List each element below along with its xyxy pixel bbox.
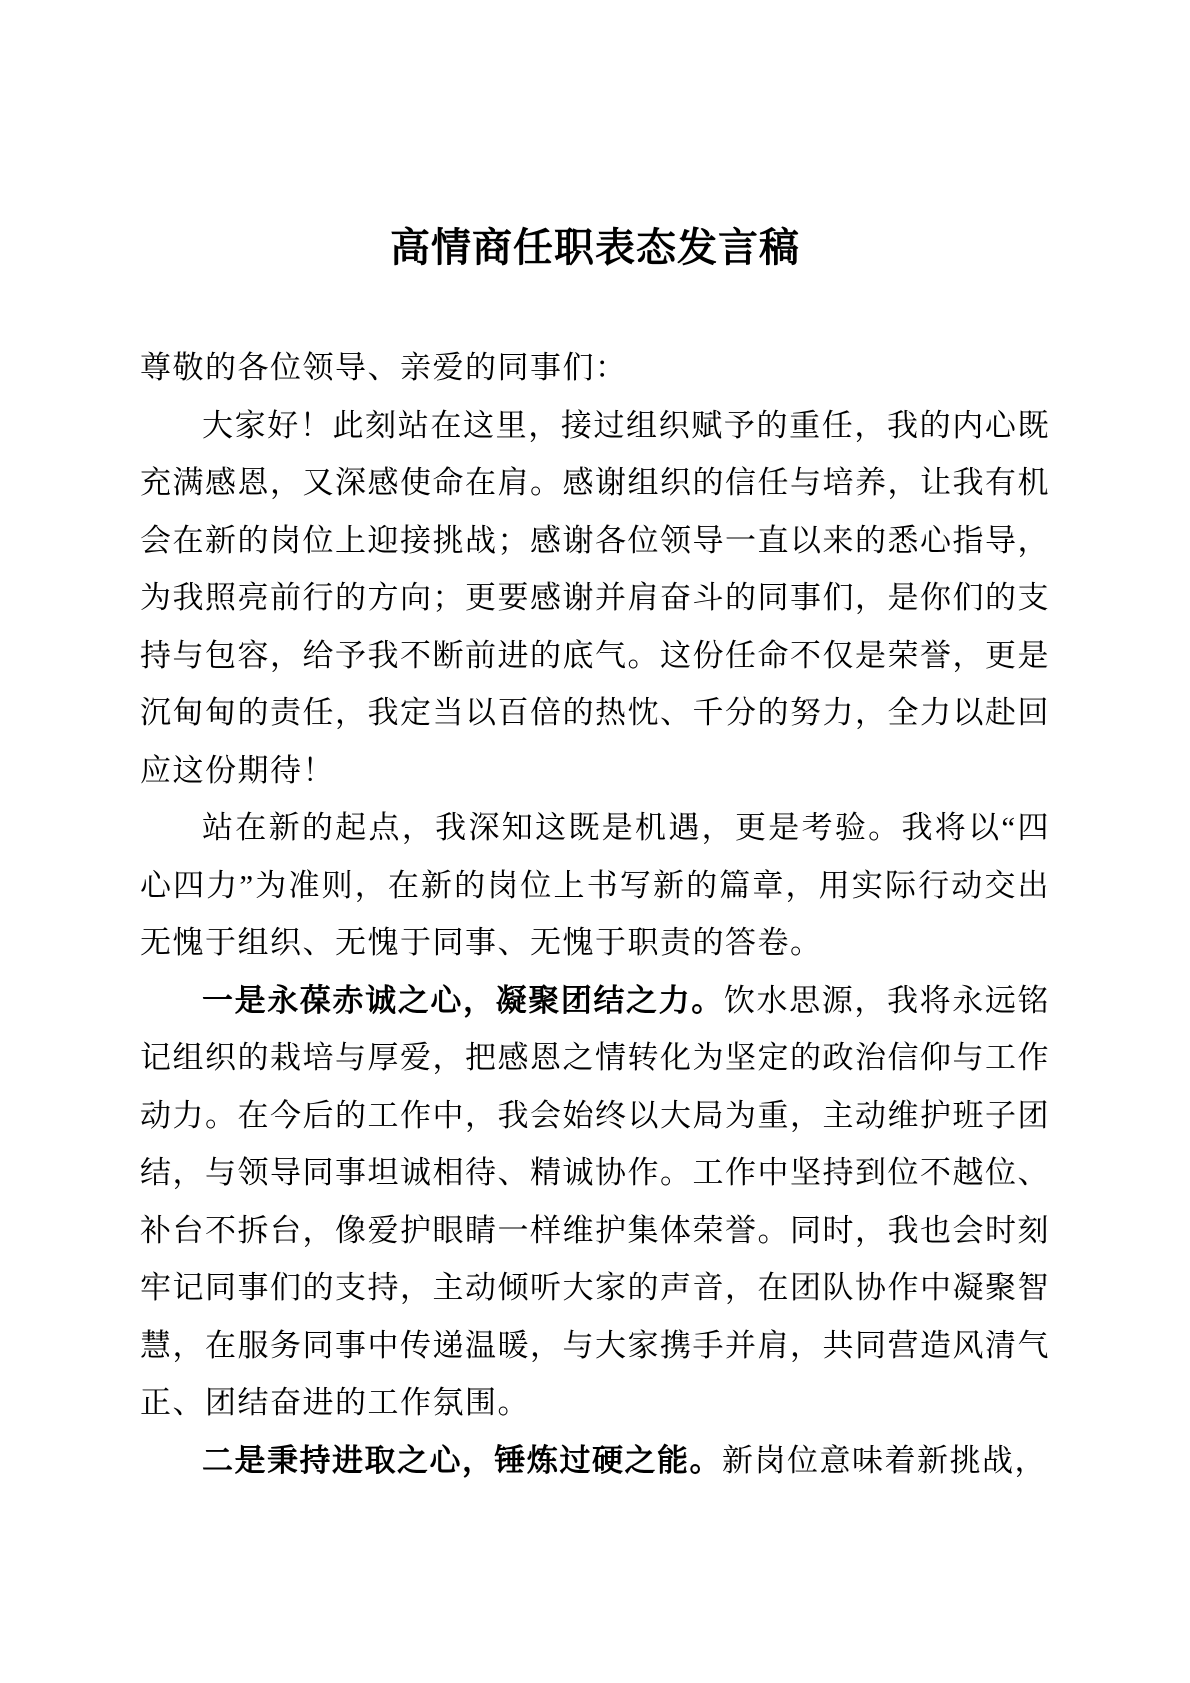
paragraph-lead-bold-text: 一是永葆赤诚之心，凝聚团结之力。: [202, 982, 724, 1018]
paragraph-point-two: [140, 1432, 1050, 1490]
paragraph-text: 大家好！此刻站在这里，接过组织赋予的重任，我的内心既充满感恩，又深感使命在肩。感谢组织的信任与培养，让我有机会在新的岗位上迎接挑战；感谢各位领导一直以来的悉心指导，为我照亮前行的方向；更要感谢并肩奋斗的同事们，是你们的支持与包容，给予我不断前进的底气。这份任命不仅是荣誉，更是沉甸甸的责任，我定当以百倍的热忱、千分的努力，全力以赴回应这份期待！: [140, 407, 1050, 788]
paragraph-text: 新岗位意味着新挑战，: [722, 1442, 1047, 1478]
paragraph-text: 站在新的起点，我深知这既是机遇，更是考验。我将以“四心四力”为准则，在新的岗位上书写新的篇章，用实际行动交出无愧于组织、无愧于同事、无愧于职责的答卷。: [140, 810, 1050, 960]
paragraph-new-starting-point: [140, 799, 1050, 972]
document-body: [140, 339, 1050, 1489]
salutation: [140, 339, 1050, 397]
paragraph-text: 尊敬的各位领导、亲爱的同事们：: [140, 350, 628, 385]
paragraph-point-one: [140, 972, 1050, 1432]
document-title: 高情商任职表态发言稿: [390, 225, 800, 270]
paragraph-opening-thanks: [140, 397, 1050, 800]
paragraph-lead-bold-text: 二是秉持进取之心，锤炼过硬之能。: [202, 1442, 722, 1478]
paragraph-text: 饮水思源，我将永远铭记组织的栽培与厚爱，把感恩之情转化为坚定的政治信仰与工作动力。在今后的工作中，我会始终以大局为重，主动维护班子团结，与领导同事坦诚相待、精诚协作。工作中坚持到位不越位、补台不拆台，像爱护眼睛一样维护集体荣誉。同时，我也会时刻牢记同事们的支持，主动倾听大家的声音，在团队协作中凝聚智慧，在服务同事中传递温暖，与大家携手并肩，共同营造风清气正、团结奋进的工作氛围。: [140, 982, 1051, 1420]
